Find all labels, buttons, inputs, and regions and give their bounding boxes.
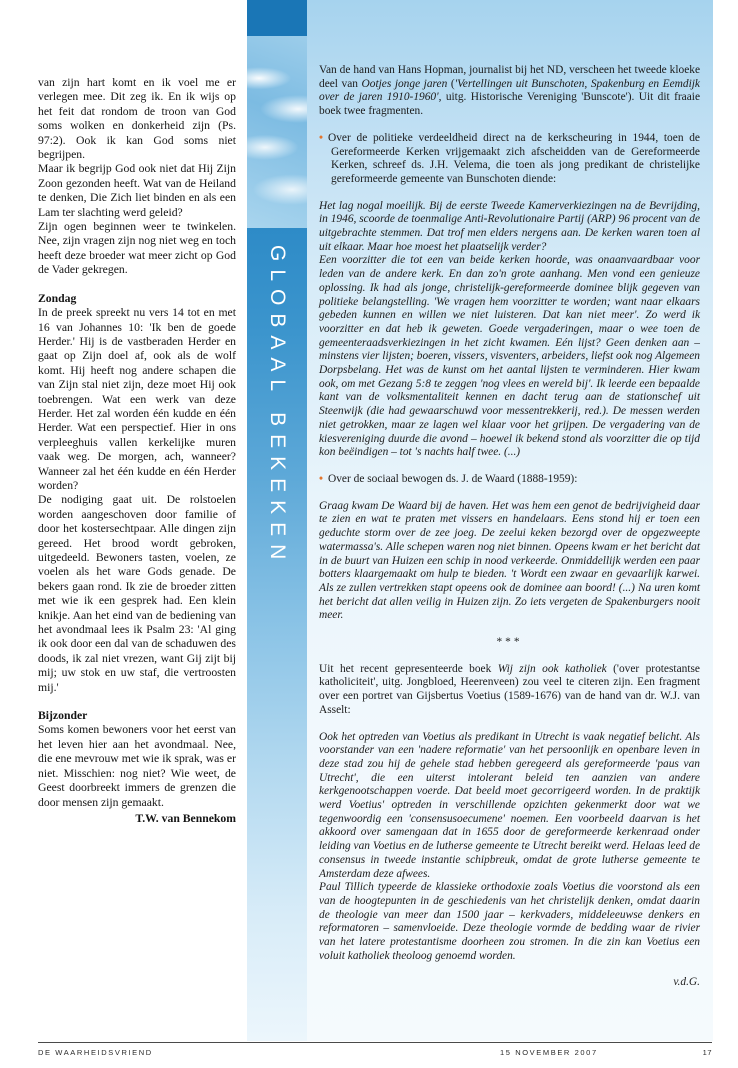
bullet-icon: • (319, 131, 323, 144)
bullet-item (319, 473, 700, 487)
clouds-photo (247, 36, 307, 228)
section-heading-bijzonder: Bijzonder (38, 709, 88, 723)
quote-block (319, 200, 700, 460)
left-paragraph: In de preek spreekt nu vers 14 tot en met 16 van Johannes 10: 'Ik ben de goede Herder.' Hij is de vastberaden Herder en gaat op Zijn doel af, ook als de wolf komt. Hij heeft nog andere schapen die van Zijn stal niet zijn, deze moet Hij ook toebrengen. Wat een werk van deze Herder. Het zal worden één kudde en één Herder. Wat een perspectief. Hier in ons verpleeghuis vallen kerkelijke muren vaak weg. De morgen, ach, wanneer? Wanneer zal het één kudde en één Herder worden? (38, 306, 236, 492)
intro-text: , uitg. Historische Vereniging 'Bunscote'). Uit dit fraaie boek twee fragmenten. (319, 91, 700, 118)
section-banner-strip (247, 0, 307, 1041)
book-title: Ootjes jonge jaren (361, 77, 448, 90)
quote-paragraph: Paul Tillich typeerde de klassieke orthodoxie zoals Voetius die voorstond als een van de hoogtepunten in de geschiedenis van het christelijk denken, omdat daarin de theologie van meer dan 1500 jaar – kerkvaders, middeleeuwse denkers en reformatoren – samenvloeide. Deze theologie vormde de bedding waar de rivier van het latere protestantisme doorheen zou stromen. In die zin kan Voetius een voluit katholiek theoloog genoemd worden. (319, 881, 700, 962)
footer-rule (38, 1042, 712, 1043)
bullet-item (319, 132, 700, 187)
section-separator: *** (496, 636, 523, 649)
intro-text: ('over protestantse katholiciteit', uitg. Jongbloed, Heerenveen) zou veel te citeren zijn. Een fragment over een portret van Gijsbertus Voetius (1589-1676) van de hand van dr. W.J. van Asselt: (319, 662, 700, 716)
book-title: Wij zijn ook katholiek (497, 662, 607, 675)
left-article-column (38, 76, 236, 826)
section-title-vertical: GLOBAAL BEKEKEN (266, 244, 289, 568)
left-paragraph: Zijn ogen beginnen weer te twinkelen. Nee, zijn vragen zijn nog niet weg en toch heeft deze broeder wat meer zicht op God de Vader gekregen. (38, 220, 236, 277)
author-byline: T.W. van Bennekom (135, 811, 236, 825)
issue-date: 15 NOVEMBER 2007 (500, 1048, 598, 1057)
page-footer (38, 1048, 712, 1062)
left-paragraph: Maar ik begrijp God ook niet dat Hij Zijn Zoon gezonden heeft. Wat van de Heiland te denken, Die Zich liet binden en als een Lam ter slachting werd geleid? (38, 162, 236, 219)
intro-text: Van de hand van Hans Hopman, journalist bij het ND, verscheen het tweede kloeke deel van (319, 64, 700, 90)
left-paragraph: De nodiging gaat uit. De rolstoelen worden aangeschoven door familie of door het kostersechtpaar. Alle dingen zijn gereed. Het brood wordt gebroken, uitgedeeld. Bewoners tasten, voelen, ze voelen als het ware Gods genade. De bekers gaan rond. Ik zie de broeder zitten met wie ik een gesprek had. Een klein knikje. Aan het eind van de bediening van het avondmaal lees ik Psalm 23: 'Al ging ik ook door een dal van de schaduwen des doods, ik zal niet vrezen, want Gij zijt bij mij; uw stok en uw staf, die vertroosten mij.' (38, 493, 236, 694)
quote-block (319, 500, 700, 623)
book-subtitle: 'Vertellingen uit Bunschoten, Spakenburg en Eemdijk over de jaren 1910-1960' (319, 77, 700, 104)
bullet-icon: • (319, 472, 323, 485)
quote-paragraph: Een voorzitter die tot een van beide kerken hoorde, was onaanvaardbaar voor leden van de andere kerk. En dan zo'n grote aanhang. Men vond een genieuze oplossing. Ik had als jonge, christelijk-gereformeerde dominee blijk gegeven van politieke belangstelling. 'We vragen hem voorzitter te worden; want naar elkaars gebeden kunnen en willen we niet luisteren. Dat kan niet meer'. Zo werd ik voorzitter en dat heb ik geweten. Goede vergaderingen, maar o wee toen de gemeenteraadsverkiezingen in het zicht kwamen. Eén lijst? Geen denken aan – minstens vier lijsten; boeren, vissers, visventers, arbeiders, liefst ook nog Algemeen Dorpsbelang. Het was de kunst om het aantal lijsten te verminderen. Hier kwam ook, om met Gezang 5:8 te zeggen 'nog vlees en wereld bij'. Ik leerde een bepaalde kant van de volksmentaliteit kennen en dacht terug aan de stationschef uit Steenwijk (die had gewaarschuwd voor messentrekkerij, red.). De messen werden niet getrokken, maar ze lagen wel klaar voor het grijpen. De vergadering van de kiesvereniging duurde die avond – hoewel ik bekend stond als voorzitter die op tijd kon beëindigen – tot 's nachts half twee. (...) (319, 254, 700, 459)
page-number: 17 (702, 1048, 712, 1057)
quote-paragraph: Ook het optreden van Voetius als predikant in Utrecht is vaak negatief belicht. Als voorstander van een 'nadere reformatie' van het persoonlijk en openbare leven in deze stad zou hij de gehele stad hebben geregeerd als gereformeerde 'paus van Utrecht', die een uiterst intolerant beleid ten aanzien van andere kerkgenootschappen voerde. Dat beeld moet gecorrigeerd worden. In de praktijk werd Voetius' optreden in verschillende opzichten gekenmerkt door wat we tegenwoordig een 'consensusoecumene' noemen. Een voorbeeld daarvan is het akkoord over samengaan dat in 1655 door de gereformeerde kerkenraad onder leiding van Voetius en de lutherse gemeente te Utrecht bereikt werd. Helaas leed de consensus in tweede instantie schipbreuk, omdat de grote lutherse gemeente te Amsterdam deze afwees. (319, 730, 700, 880)
right-article-column (319, 64, 700, 990)
left-paragraph: van zijn hart komt en ik voel me er verlegen mee. Dit zeg ik. En ik wijs op het feit dat rondom de troon van God soms wolken en donkerheid zijn (Ps. 97:2). Ook ik kan God soms niet begrijpen. (38, 76, 236, 162)
intro-text: Uit het recent gepresenteerde boek (319, 662, 498, 675)
intro-paragraph (319, 663, 700, 718)
intro-text: ( (447, 77, 455, 90)
banner-top-bar (247, 0, 307, 36)
banner-title-wrap (247, 226, 307, 586)
section-heading-zondag: Zondag (38, 291, 77, 305)
left-paragraph: Soms komen bewoners voor het eerst van het leven hier aan het avondmaal. Nee, die ene mevrouw met wie ik sprak, was er niet. Misschien: nog niet? Wie weet, de Geest doorbreekt immers de grenzen die door mensen zijn gemaakt. (38, 723, 236, 809)
quote-paragraph: Graag kwam De Waard bij de haven. Het was hem een genot de bedrijvigheid daar te zien en wat te praten met vissers en handelaars. Eens stond hij er toen een geduchte storm over de zee joeg. De zeelui keken bezorgd over de opgezweepte watermassa's. Alle schepen waren nog niet binnen. Opeens kwam er het bericht dat in de buurt van Huizen een schip in nood verkeerde. Onmiddellijk werden een paar botters klaargemaakt om hulp te bieden. 't Wordt een zwaar en gevaarlijk karwei. Als ze zullen vertrekken stapt opeens ook de dominee aan boord! (...) Na uren komt het bericht dat allen veilig in Huizen zijn. Zo iets vergeten de Spakenburgers nooit meer. (319, 499, 700, 622)
intro-paragraph (319, 64, 700, 119)
editor-signature: v.d.G. (673, 976, 700, 989)
bullet-text: Over de politieke verdeeldheid direct na de kerkscheuring in 1944, toen de Gereformeerde Kerken vrijgemaakt zich afscheidden van de Gereformeerde Kerken, schreef ds. J.H. Velema, die toen als jong predikant de christelijke gereformeerde gemeente van Bunschoten diende: (328, 131, 700, 185)
bullet-text: Over de sociaal bewogen ds. J. de Waard (1888-1959): (328, 472, 578, 485)
magazine-name: DE WAARHEIDSVRIEND (38, 1048, 153, 1057)
quote-paragraph: Het lag nogal moeilijk. Bij de eerste Tweede Kamerverkiezingen na de Bevrijding, in 1946, scoorde de toenmalige Anti-Revolutionaire Partij (ARP) 96 procent van de uitgebrachte stemmen. Dat trof men elders nergens aan. De kerken waren toen al uit elkaar. Maar hoe moest het plaatselijk verder? (319, 199, 700, 253)
quote-block (319, 731, 700, 964)
